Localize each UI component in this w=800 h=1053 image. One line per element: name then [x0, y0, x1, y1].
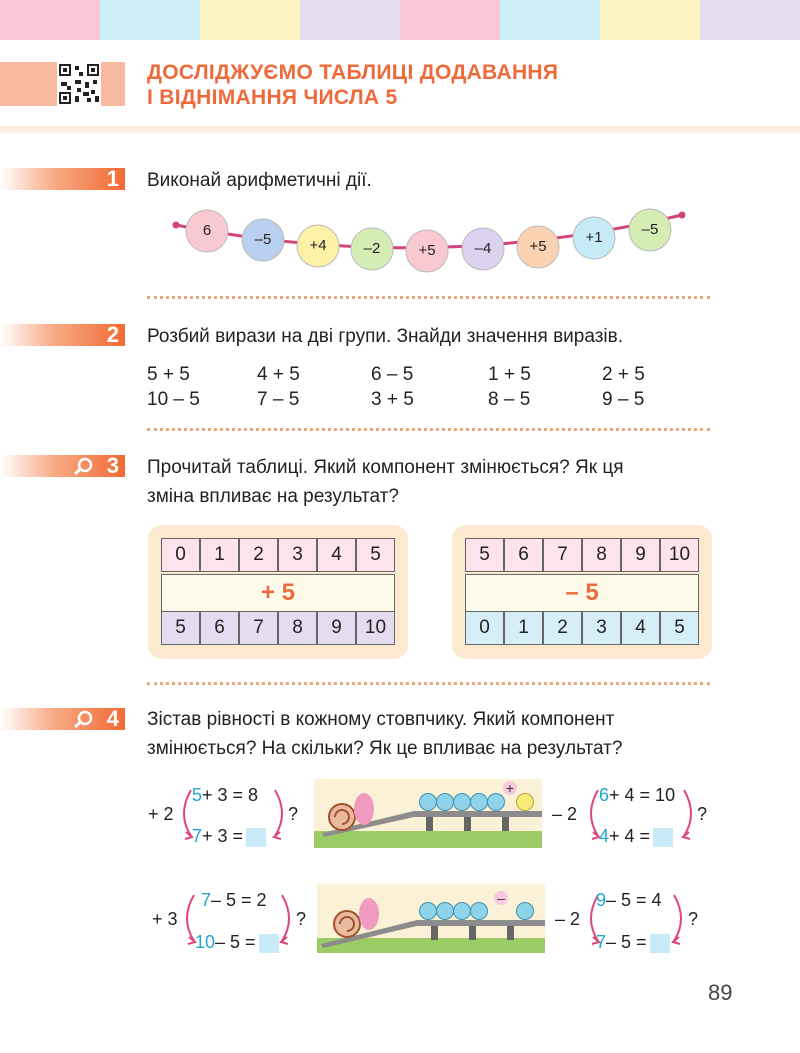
arrow-arc [279, 891, 297, 947]
table-cell: 5 [465, 538, 504, 572]
task-2-band [0, 324, 125, 346]
divider [147, 296, 710, 299]
table-cell: 2 [239, 538, 278, 572]
equation-digit: 7 [201, 890, 212, 910]
expression: 9 – 5 [602, 389, 645, 410]
equation [599, 826, 673, 847]
task-3-line-2: зміна впливає на результат? [147, 486, 399, 507]
equation-digit: 9 [596, 890, 607, 910]
change-label: + 2 [148, 804, 174, 824]
answer-box[interactable] [259, 934, 279, 953]
title-divider [0, 126, 800, 134]
expression: 6 – 5 [371, 364, 414, 385]
table-cell: 7 [239, 611, 278, 645]
table-cell: 9 [621, 538, 660, 572]
stripe [400, 0, 500, 40]
bead-label: –4 [474, 240, 492, 257]
answer-box[interactable] [246, 828, 266, 847]
divider [147, 428, 710, 431]
stripe [100, 0, 200, 40]
table-cell: 10 [356, 611, 395, 645]
bead-label: +4 [309, 237, 327, 254]
task-4-text [147, 705, 712, 763]
table-cell: 4 [317, 538, 356, 572]
question-mark: ? [697, 804, 708, 824]
equation [195, 932, 279, 953]
bead-label: –5 [254, 231, 272, 248]
task-2-number: 2 [106, 322, 119, 347]
expression: 10 – 5 [147, 389, 200, 410]
snail-ramp-illustration [317, 884, 545, 953]
table-cell: 6 [504, 538, 543, 572]
table-cell: 8 [582, 538, 621, 572]
stripe [300, 0, 400, 40]
task-3-text [147, 453, 712, 511]
divider [147, 682, 710, 685]
question-mark: ? [288, 804, 299, 824]
expression: 8 – 5 [488, 389, 531, 410]
table-cell: 5 [161, 611, 200, 645]
snail-ramp-illustration [314, 779, 542, 848]
title-line-1: ДОСЛІДЖУЄМО ТАБЛИЦІ ДОДАВАННЯ [147, 61, 559, 84]
stripe [500, 0, 600, 40]
table-cell: 4 [621, 611, 660, 645]
equation-rest: + 3 = [202, 826, 244, 846]
page-number: 89 [708, 980, 733, 1005]
picture-sign: + [505, 780, 515, 796]
table-cell: 6 [200, 611, 239, 645]
bead-label: +5 [529, 238, 547, 255]
equation [596, 890, 662, 911]
equation-digit: 10 [195, 932, 216, 952]
bead-label: 6 [202, 222, 212, 239]
equation [596, 932, 670, 953]
expression: 3 + 5 [371, 389, 414, 410]
equation-digit: 7 [192, 826, 203, 846]
equation-digit: 6 [599, 785, 610, 805]
table-cell: 2 [543, 611, 582, 645]
equation-rest: – 5 = [606, 932, 647, 952]
table-cell: 0 [161, 538, 200, 572]
table-cell: 10 [660, 538, 699, 572]
page-title [147, 60, 558, 110]
change-label: + 3 [152, 909, 178, 929]
equation [599, 785, 675, 806]
task-4-band [0, 708, 125, 730]
picture-sign: – [497, 890, 505, 906]
qr-code-icon[interactable] [57, 62, 101, 106]
equation-rest: + 4 = [609, 826, 651, 846]
bead-label: –2 [363, 240, 381, 257]
table-cell: 9 [317, 611, 356, 645]
question-mark: ? [688, 909, 699, 929]
table-cell: 7 [543, 538, 582, 572]
task-1-number: 1 [106, 166, 119, 191]
equation-digit: 4 [599, 826, 610, 846]
expression: 7 – 5 [257, 389, 300, 410]
task-2-text: Розбий вирази на дві групи. Знайди значення виразів. [147, 326, 624, 347]
equation-digit: 5 [192, 785, 203, 805]
task-4-line-2: змінюється? На скільки? Як це впливає на результат? [147, 738, 623, 759]
equation-rest: + 3 = 8 [202, 785, 259, 805]
table-cell: 1 [504, 611, 543, 645]
answer-box[interactable] [653, 828, 673, 847]
change-label: – 2 [552, 804, 578, 824]
table-cell: 3 [582, 611, 621, 645]
arrow-arc [671, 891, 689, 947]
bead-label: +1 [585, 229, 603, 246]
expression: 5 + 5 [147, 364, 190, 385]
expression: 2 + 5 [602, 364, 645, 385]
magnifier-icon [73, 457, 93, 475]
stripe [700, 0, 800, 40]
equation-digit: 7 [596, 932, 607, 952]
expression: 1 + 5 [488, 364, 531, 385]
table-operation: – 5 [465, 574, 699, 612]
task-3-line-1: Прочитай таблиці. Який компонент змінюється? Як ця [147, 457, 624, 478]
task-4-line-1: Зістав рівності в кожному стовпчику. Який компонент [147, 709, 615, 730]
equation-rest: – 5 = 4 [606, 890, 662, 910]
table-cell: 5 [660, 611, 699, 645]
bead-label: –5 [641, 221, 659, 238]
stripe [0, 0, 100, 40]
table-cell: 8 [278, 611, 317, 645]
snail-picture [317, 884, 545, 953]
magnifier-icon [73, 710, 93, 728]
task-1-text: Виконай арифметичні дії. [147, 170, 372, 191]
expression: 4 + 5 [257, 364, 300, 385]
equation [192, 826, 266, 847]
stripe [600, 0, 700, 40]
answer-box[interactable] [650, 934, 670, 953]
task-4-number: 4 [106, 706, 119, 731]
bead-label: +5 [418, 242, 436, 259]
equation [201, 890, 267, 911]
task-3-band [0, 455, 125, 477]
title-line-2: І ВІДНІМАННЯ ЧИСЛА 5 [147, 86, 398, 109]
equation-rest: – 5 = 2 [211, 890, 267, 910]
equation-rest: – 5 = [215, 932, 256, 952]
table-operation: + 5 [161, 574, 395, 612]
table-cell: 5 [356, 538, 395, 572]
task-3-number: 3 [106, 453, 119, 478]
question-mark: ? [296, 909, 307, 929]
table-cell: 0 [465, 611, 504, 645]
equation [192, 785, 258, 806]
task-1-band [0, 168, 125, 190]
table-cell: 1 [200, 538, 239, 572]
table-cell: 3 [278, 538, 317, 572]
equation-rest: + 4 = 10 [609, 785, 676, 805]
change-label: – 2 [555, 909, 581, 929]
stripe [200, 0, 300, 40]
snail-picture [314, 779, 542, 848]
